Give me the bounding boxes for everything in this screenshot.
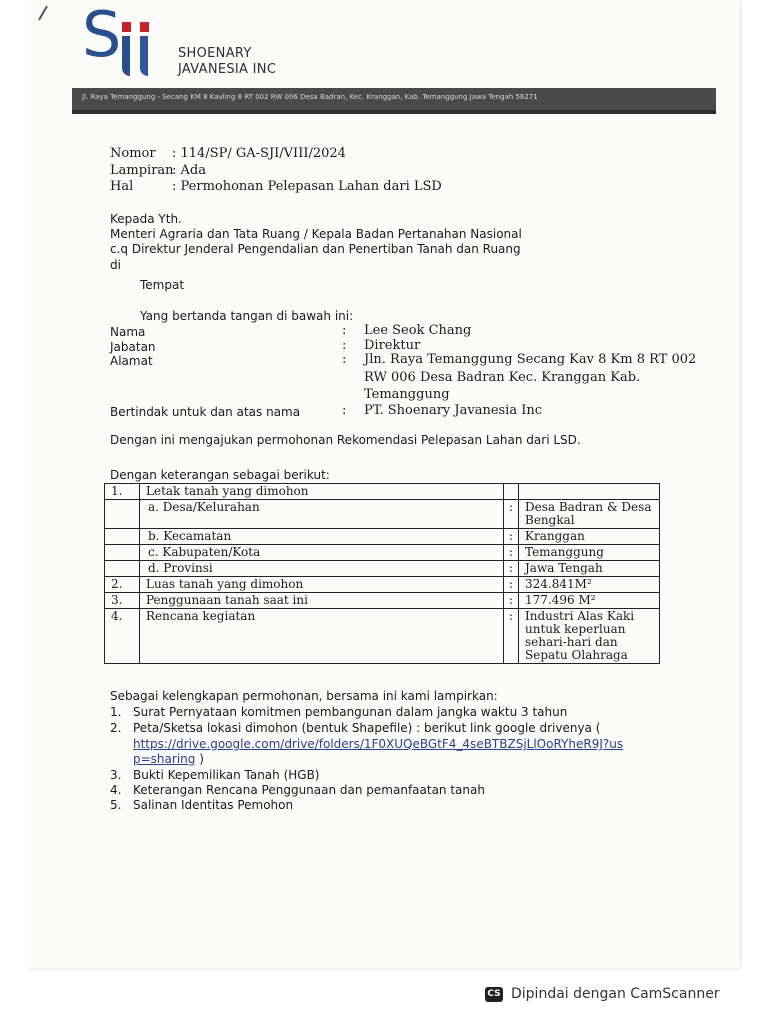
row-value bbox=[519, 609, 660, 664]
nomor-value: : 114/SP/ GA-SJI/VIII/2024 bbox=[172, 146, 346, 161]
atas-nama-label: Bertindak untuk dan atas nama bbox=[110, 405, 301, 419]
recipient-line: Menteri Agraria dan Tata Ruang / Kepala Badan Pertanahan Nasional bbox=[110, 227, 522, 241]
list-item: Surat Pernyataan komitmen pembangunan dalam jangka waktu 3 tahun bbox=[133, 705, 568, 719]
alamat-value: Jln. Raya Temanggung Secang Kav 8 Km 8 RT 002 bbox=[364, 352, 697, 367]
row-number bbox=[105, 561, 140, 577]
jabatan-label: Jabatan bbox=[110, 340, 156, 354]
table-row bbox=[105, 500, 660, 529]
atas-nama-value: PT. Shoenary Javanesia Inc bbox=[364, 403, 543, 418]
list-number: 3. bbox=[110, 768, 122, 782]
hal-value: : Permohonan Pelepasan Lahan dari LSD bbox=[172, 179, 442, 194]
list-item: Peta/Sketsa lokasi dimohon (bentuk Shapefile) : berikut link google drivenya ( bbox=[133, 721, 601, 735]
row-number bbox=[105, 500, 140, 529]
row-number bbox=[105, 529, 140, 545]
alamat-value: RW 006 Desa Badran Kec. Kranggan Kab. bbox=[364, 370, 641, 385]
row-label: d. Provinsi bbox=[140, 561, 504, 577]
recipient-line: c.q Direktur Jenderal Pengendalian dan Penertiban Tanah dan Ruang bbox=[110, 242, 521, 256]
row-number bbox=[105, 545, 140, 561]
company-name-line1: SHOENARY bbox=[178, 46, 252, 61]
row-value-line: Industri Alas Kaki bbox=[525, 609, 635, 623]
row-value: Jawa Tengah bbox=[519, 561, 660, 577]
company-address: Jl. Raya Temanggung - Secang KM 8 Kavling 8 RT 002 RW 006 Desa Badran, Kec. Kranggan, Kab. Temanggung Jawa Tengah 56271 bbox=[82, 93, 538, 101]
row-value-line: Sepatu Olahraga bbox=[525, 648, 628, 662]
table-row bbox=[105, 593, 660, 609]
row-label: c. Kabupaten/Kota bbox=[140, 545, 504, 561]
row-label: Luas tanah yang dimohon bbox=[140, 577, 504, 593]
row-value: 177.496 M² bbox=[519, 593, 660, 609]
list-number: 2. bbox=[110, 721, 122, 735]
row-label: Penggunaan tanah saat ini bbox=[140, 593, 504, 609]
row-value: Kranggan bbox=[519, 529, 660, 545]
lampiran-label: Lampiran bbox=[110, 163, 174, 178]
attachments-intro: Sebagai kelengkapan permohonan, bersama ini kami lampirkan: bbox=[110, 689, 498, 703]
google-drive-link[interactable]: p=sharing bbox=[133, 752, 196, 766]
nama-label: Nama bbox=[110, 325, 146, 339]
row-value bbox=[519, 500, 660, 529]
list-number: 5. bbox=[110, 798, 122, 812]
logo-dot bbox=[122, 22, 131, 32]
table-row bbox=[105, 577, 660, 593]
row-colon: : bbox=[504, 577, 519, 593]
camscanner-icon: CS bbox=[485, 987, 503, 1002]
row-number: 3. bbox=[105, 593, 140, 609]
logo-i-stroke bbox=[140, 36, 148, 76]
row-value: Temanggung bbox=[519, 545, 660, 561]
colon: : bbox=[342, 338, 347, 353]
row-number: 2. bbox=[105, 577, 140, 593]
row-value bbox=[519, 484, 660, 500]
row-number: 4. bbox=[105, 609, 140, 664]
list-number: 1. bbox=[110, 705, 122, 719]
row-colon: : bbox=[504, 593, 519, 609]
land-details-table bbox=[104, 483, 660, 664]
logo-j-stroke bbox=[122, 36, 130, 76]
camscanner-watermark bbox=[485, 986, 720, 1008]
details-intro: Dengan keterangan sebagai berikut: bbox=[110, 468, 330, 482]
colon: : bbox=[342, 403, 347, 418]
list-item: Salinan Identitas Pemohon bbox=[133, 798, 294, 812]
nomor-label: Nomor bbox=[110, 146, 156, 161]
list-item-end: ) bbox=[195, 752, 204, 766]
company-name bbox=[178, 46, 276, 78]
camscanner-text: Dipindai dengan CamScanner bbox=[511, 986, 720, 1002]
row-label: b. Kecamatan bbox=[140, 529, 504, 545]
row-value: 324.841M² bbox=[519, 577, 660, 593]
alamat-value: Temanggung bbox=[364, 387, 450, 402]
recipient-di: di bbox=[110, 258, 121, 272]
google-drive-link[interactable]: https://drive.google.com/drive/folders/1F0XUQeBGtF4_4seBTBZSjLlOoRYheR9J?us bbox=[133, 737, 624, 751]
row-value-line: Desa Badran & Desa bbox=[525, 500, 652, 514]
table-row bbox=[105, 529, 660, 545]
nama-value: Lee Seok Chang bbox=[364, 323, 472, 338]
jabatan-value: Direktur bbox=[364, 338, 421, 353]
row-label: a. Desa/Kelurahan bbox=[140, 500, 504, 529]
row-label: Rencana kegiatan bbox=[140, 609, 504, 664]
colon: : bbox=[342, 323, 347, 338]
address-bar bbox=[72, 88, 716, 114]
recipient-tempat: Tempat bbox=[140, 278, 185, 292]
row-colon: : bbox=[504, 545, 519, 561]
row-colon: : bbox=[504, 529, 519, 545]
row-value-line: untuk keperluan bbox=[525, 622, 626, 636]
recipient-greeting: Kepada Yth. bbox=[110, 212, 182, 226]
row-colon: : bbox=[504, 500, 519, 529]
logo-s-letter: S bbox=[82, 0, 122, 71]
row-value-line: Bengkal bbox=[525, 513, 575, 527]
lampiran-value: : Ada bbox=[172, 163, 206, 178]
list-number: 4. bbox=[110, 783, 122, 797]
table-row bbox=[105, 561, 660, 577]
logo-dot bbox=[140, 22, 149, 32]
row-label: Letak tanah yang dimohon bbox=[140, 484, 504, 500]
company-logo bbox=[82, 0, 172, 80]
table-row bbox=[105, 609, 660, 664]
row-colon bbox=[504, 484, 519, 500]
row-value-line: sehari-hari dan bbox=[525, 635, 618, 649]
table-row bbox=[105, 484, 660, 500]
alamat-label: Alamat bbox=[110, 354, 153, 368]
company-name-line2: JAVANESIA INC bbox=[178, 62, 277, 77]
row-number: 1. bbox=[105, 484, 140, 500]
list-item: Keterangan Rencana Penggunaan dan pemanfaatan tanah bbox=[133, 783, 485, 797]
list-item-continued bbox=[133, 752, 204, 767]
list-item: Bukti Kepemilikan Tanah (HGB) bbox=[133, 768, 320, 782]
signer-intro: Yang bertanda tangan di bawah ini: bbox=[140, 309, 354, 323]
row-colon: : bbox=[504, 561, 519, 577]
colon: : bbox=[342, 352, 347, 367]
row-colon: : bbox=[504, 609, 519, 664]
table-row bbox=[105, 545, 660, 561]
request-paragraph: Dengan ini mengajukan permohonan Rekomendasi Pelepasan Lahan dari LSD. bbox=[110, 433, 581, 447]
hal-label: Hal bbox=[110, 179, 134, 194]
